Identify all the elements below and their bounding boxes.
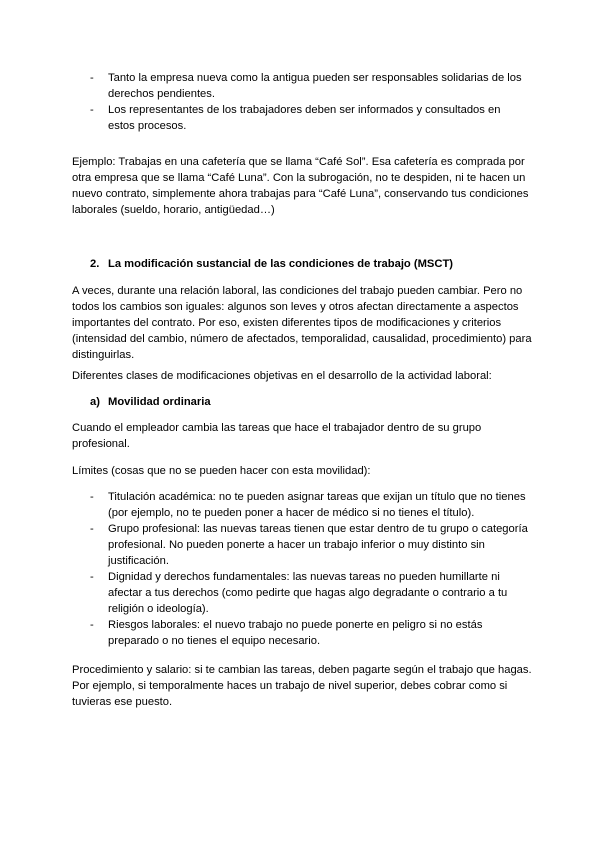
list-item <box>90 617 530 649</box>
dash-bullet: - <box>90 619 94 631</box>
procedure-paragraph: Procedimiento y salario: si te cambian las tareas, deben pagarte según el trabajo que hagas. Por ejemplo, si temporalmente haces un trabajo de nivel superior, debes cobrar como si tuvieras ese puesto. <box>72 664 532 708</box>
list-item-text: Riesgos laborales: el nuevo trabajo no puede ponerte en peligro si no estás preparado o no tienes el equipo necesario. <box>108 619 483 647</box>
list-item-text: Dignidad y derechos fundamentales: las nuevas tareas no pueden humillarte ni afectar a tus derechos (como pedirte que hagas algo degradante o contrario a tu religión o ideología). <box>108 571 508 615</box>
section-number: 2. <box>90 258 100 270</box>
limits-list <box>90 489 530 649</box>
list-item <box>90 569 530 617</box>
example-paragraph: Ejemplo: Trabajas en una cafetería que se llama “Café Sol”. Esa cafetería es comprada por otra empresa que se llama “Café Luna”. Con la subrogación, no te despiden, ni te hacen un nuevo contrato, simplemente ahora trabajas para “Café Luna”, conservando tus condiciones laborales (sueldo, horario, antigüedad…) <box>72 156 529 216</box>
list-item-text: Los representantes de los trabajadores deben ser informados y consultados en estos procesos. <box>108 104 501 132</box>
subsection-heading <box>90 394 211 410</box>
limits-intro: Límites (cosas que no se pueden hacer con esta movilidad): <box>72 465 371 477</box>
list-item-text: Grupo profesional: las nuevas tareas tienen que estar dentro de tu grupo o categoría profesional. No pueden ponerte a hacer un trabajo inferior o muy distinto sin justificación. <box>108 523 528 567</box>
dash-bullet: - <box>90 491 94 503</box>
dash-bullet: - <box>90 523 94 535</box>
subsection-title: Movilidad ordinaria <box>108 396 211 408</box>
section-title: La modificación sustancial de las condiciones de trabajo (MSCT) <box>108 258 454 270</box>
section-heading <box>90 256 453 272</box>
dash-bullet: - <box>90 72 94 84</box>
list-item-text: Titulación académica: no te pueden asignar tareas que exijan un título que no tienes (por ejemplo, no te pueden poner a hacer de médico si no tienes el título). <box>108 491 526 519</box>
subsection-letter: a) <box>90 396 100 408</box>
dash-bullet: - <box>90 104 94 116</box>
intro-paragraph: A veces, durante una relación laboral, las condiciones del trabajo pueden cambiar. Pero no todos los cambios son iguales: algunos son leves y otros afectan directamente a aspectos importantes del contrato. Por eso, existen diferentes tipos de modificaciones y criterios (intensidad del cambio, número de afectados, temporalidad, causalidad, procedimiento) para distinguirlas. <box>72 285 532 361</box>
list-item <box>90 70 530 102</box>
solidarity-list <box>90 70 530 134</box>
list-item <box>90 489 530 521</box>
list-item <box>90 521 530 569</box>
list-item-text: Tanto la empresa nueva como la antigua pueden ser responsables solidarias de los derechos pendientes. <box>108 72 522 100</box>
list-item <box>90 102 530 134</box>
dash-bullet: - <box>90 571 94 583</box>
classes-paragraph: Diferentes clases de modificaciones objetivas en el desarrollo de la actividad laboral: <box>72 370 492 382</box>
definition-paragraph: Cuando el empleador cambia las tareas que hace el trabajador dentro de su grupo profesional. <box>72 422 482 450</box>
